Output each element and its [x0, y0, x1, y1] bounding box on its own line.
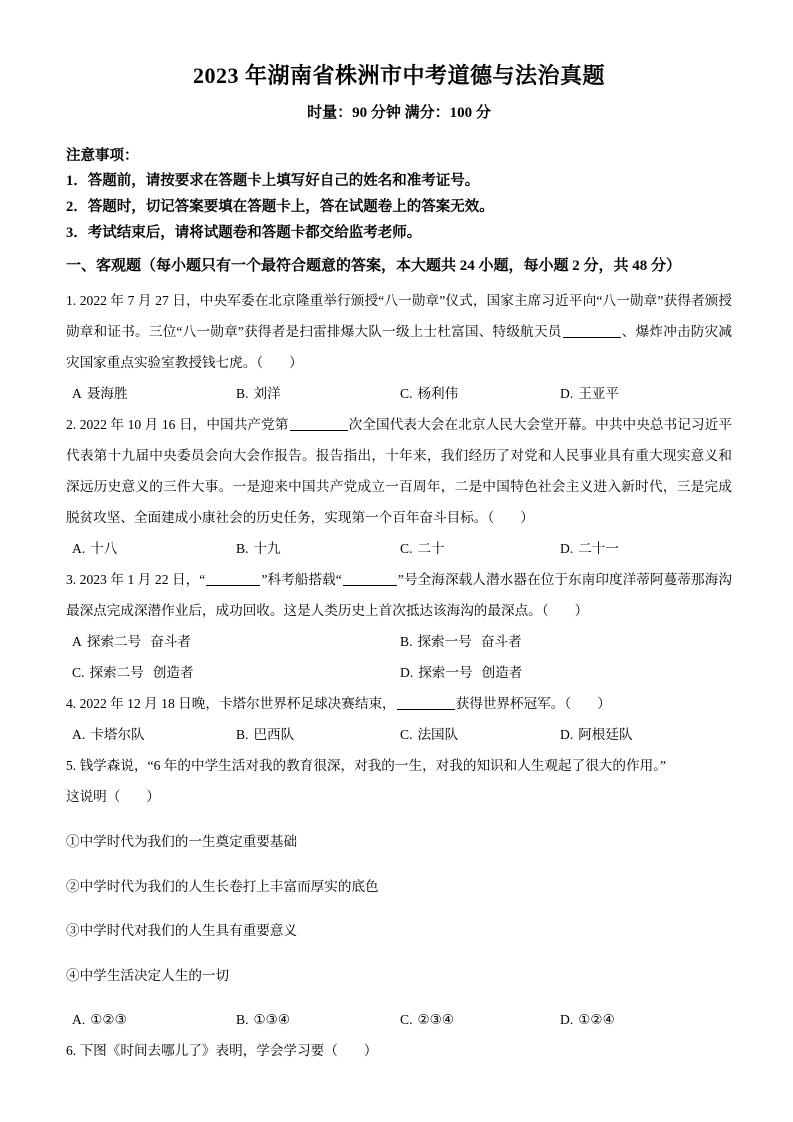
question-5-stem-line-1: 5. 钱学森说，“6 年的中学生活对我的教育很深，对我的一生，对我的知识和人生观起了很大的作用。” — [66, 758, 666, 774]
question-5-option-d[interactable]: D. ①②④ — [560, 1012, 615, 1028]
question-5-statement-2: ②中学时代为我们的人生长卷打上丰富而厚实的底色 — [66, 878, 379, 894]
question-4-text-c: ） — [597, 696, 611, 712]
question-5-option-b[interactable]: B. ①③④ — [236, 1012, 291, 1028]
question-5-text-b: 这说明（ — [66, 789, 121, 805]
question-6-stem — [66, 1035, 732, 1066]
question-3-text-b: ”科考船搭载“ — [261, 572, 342, 588]
question-4-stem — [66, 688, 732, 719]
question-3-option-d[interactable]: D. 探索一号 创造者 — [400, 665, 523, 681]
question-4-text-b: 获得世界杯冠军。（ — [455, 696, 572, 712]
question-5-stem-line-2 — [66, 781, 732, 812]
question-6-text-a: 6. 下图《时间去哪儿了》表明，学会学习要（ — [66, 1043, 338, 1059]
question-2-option-d[interactable]: D. 二十一 — [560, 541, 619, 557]
question-4-option-d[interactable]: D. 阿根廷队 — [560, 727, 633, 743]
question-4-text-a: 4. 2022 年 12 月 18 日晚，卡塔尔世界杯足球决赛结束， — [66, 696, 396, 712]
section-heading-objective: 一、客观题（每小题只有一个最符合题意的答案，本大题共 24 小题，每小题 2 分，共 48 分） — [66, 257, 682, 274]
question-5 — [66, 750, 732, 1035]
question-5-option-c[interactable]: C. ②③④ — [400, 1012, 455, 1028]
question-3-option-c[interactable]: C. 探索二号 创造者 — [72, 665, 194, 681]
title-block — [66, 0, 732, 122]
question-5-text-c: ） — [146, 789, 160, 805]
question-3-options-row-1 — [66, 626, 732, 657]
question-3-option-b[interactable]: B. 探索一号 奋斗者 — [400, 634, 522, 650]
question-1-text-b: 、爆炸冲击防灾减灾国家重点实验室教授钱七虎。（ — [66, 324, 732, 371]
question-6 — [66, 1035, 732, 1066]
question-1-option-d[interactable]: D. 王亚平 — [560, 386, 619, 402]
question-6-text-b: ） — [363, 1043, 378, 1059]
question-2-text-b: 次全国代表大会在北京人民大会堂开幕。中共中央总书记习近平代表第十九届中央委员会向大会作报告。报告指出，十年来，我们经历了对党和人民事业具有重大现实意义和深远历史意义的三件大事。一是迎来中国共产党成立一百周年，二是中国特色社会主义进入新时代，三是完成脱贫攻坚、全面建成小康社会的历史任务，实现第一个百年奋斗目标。（ — [66, 417, 732, 526]
question-5-options — [66, 1004, 732, 1035]
question-1-option-c[interactable]: C. 杨利伟 — [400, 386, 459, 402]
question-4-option-b[interactable]: B. 巴西队 — [236, 727, 295, 743]
page-content — [66, 0, 732, 1066]
question-3-option-a[interactable]: A 探索二号 奋斗者 — [72, 634, 191, 650]
question-1-text-c: ） — [289, 355, 303, 371]
question-2-blank-1[interactable] — [290, 430, 348, 431]
exam-meta-subtitle: 时量：90 分钟 满分：100 分 — [307, 104, 491, 121]
question-1-stem — [66, 285, 732, 378]
notice-block — [66, 146, 732, 244]
notice-item-1: 1．答题前，请按要求在答题卡上填写好自己的姓名和准考证号。 — [66, 172, 480, 189]
question-1-text-a: 1. 2022 年 7 月 27 日，中央军委在北京隆重举行颁授“八一勋章”仪式，国家主席习近平向“八一勋章”获得者颁授勋章和证书。三位“八一勋章”获得者是扫雷排爆大队一级上士杜富国、特级航天员 — [66, 293, 732, 340]
question-3-blank-1[interactable] — [206, 585, 260, 586]
question-1-options — [66, 378, 732, 409]
question-3-stem — [66, 564, 732, 626]
question-1-option-a[interactable]: A 聂海胜 — [72, 386, 128, 402]
notice-item-3: 3．考试结束后，请将试题卷和答题卡都交给监考老师。 — [66, 224, 422, 241]
question-4 — [66, 688, 732, 750]
question-3-text-a: 3. 2023 年 1 月 22 日，“ — [66, 572, 206, 588]
question-4-option-c[interactable]: C. 法国队 — [400, 727, 459, 743]
question-5-statement-4: ④中学生活决定人生的一切 — [66, 967, 230, 983]
question-2-option-c[interactable]: C. 二十 — [400, 541, 445, 557]
question-4-option-a[interactable]: A. 卡塔尔队 — [72, 727, 145, 743]
question-5-statement-1: ①中学时代为我们的一生奠定重要基础 — [66, 833, 298, 849]
question-3-blank-2[interactable] — [343, 585, 397, 586]
page-title: 2023 年湖南省株洲市中考道德与法治真题 — [192, 63, 605, 88]
question-3-text-d: ） — [574, 603, 589, 619]
question-2-stem — [66, 409, 732, 533]
question-1-option-b[interactable]: B. 刘洋 — [236, 386, 281, 402]
question-2-text-c: ） — [520, 510, 534, 526]
question-4-options — [66, 719, 732, 750]
question-4-blank-1[interactable] — [397, 709, 455, 710]
question-2-option-b[interactable]: B. 十九 — [236, 541, 281, 557]
notice-item-2: 2．答题时，切记答案要填在答题卡上，答在试题卷上的答案无效。 — [66, 198, 494, 215]
question-2-option-a[interactable]: A. 十八 — [72, 541, 118, 557]
question-3-text-c: ”号全海深载人潜水器在位于东南印度洋蒂阿蔓蒂那海沟最深点完成深潜作业后，成功回收。这是人类历史上首次抵达该海沟的最深点。（ — [66, 572, 732, 619]
question-5-option-a[interactable]: A. ①②③ — [72, 1012, 127, 1028]
question-2-text-a: 2. 2022 年 10 月 16 日，中国共产党第 — [66, 417, 289, 433]
question-1 — [66, 285, 732, 409]
question-3-options-row-2 — [66, 657, 732, 688]
question-3 — [66, 564, 732, 688]
question-2 — [66, 409, 732, 564]
question-1-blank-1[interactable] — [563, 337, 621, 338]
notice-heading: 注意事项： — [66, 147, 139, 164]
question-5-statement-3: ③中学时代对我们的人生具有重要意义 — [66, 923, 298, 939]
question-2-options — [66, 533, 732, 564]
